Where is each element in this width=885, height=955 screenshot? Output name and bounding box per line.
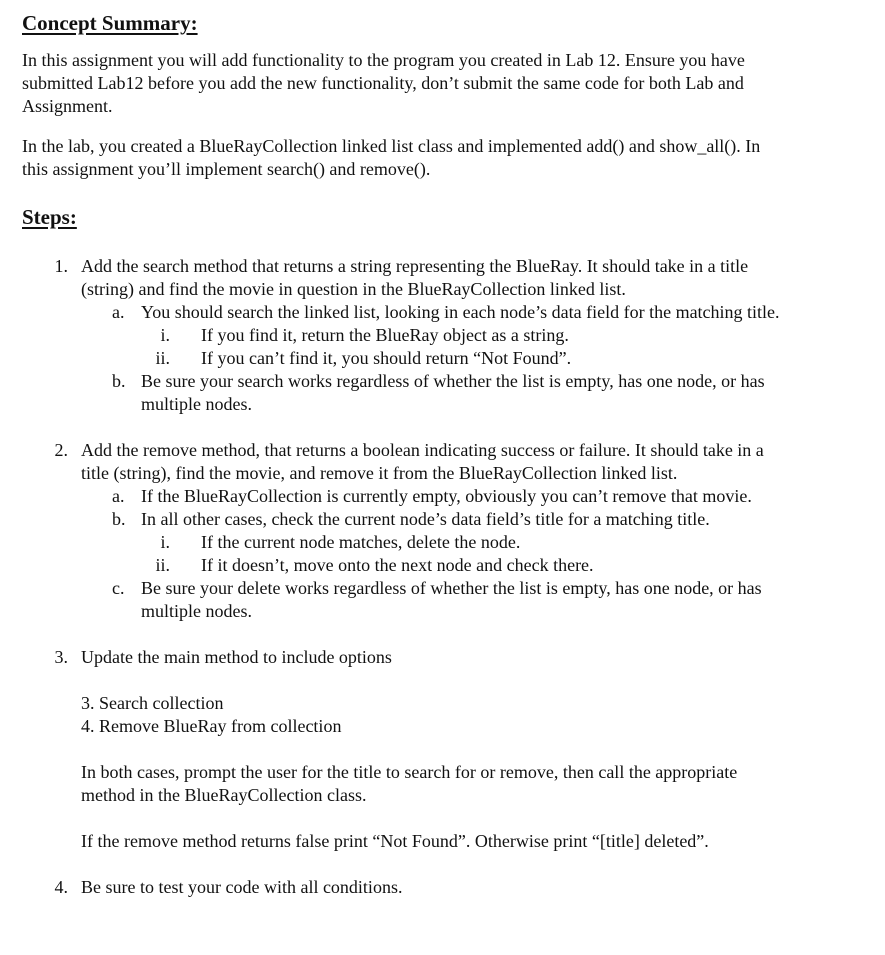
step-1a-ii-marker: ii.: [155, 348, 170, 368]
step-2-line-2: title (string), find the movie, and remove it from the BlueRayCollection linked list.: [81, 463, 678, 483]
step-2b-ii-marker: ii.: [155, 555, 170, 575]
step-1-number: 1.: [54, 256, 68, 276]
step-1a-text: You should search the linked list, looking in each node’s data field for the matching title.: [141, 302, 780, 322]
steps-heading: Steps:: [22, 205, 77, 229]
step-2b-ii-text: If it doesn’t, move onto the next node and check there.: [201, 555, 594, 575]
step-2a-marker: a.: [112, 486, 125, 506]
step-3-paragraph-1-line-1: In both cases, prompt the user for the title to search for or remove, then call the appropriate: [81, 762, 738, 782]
step-2b-i-marker: i.: [160, 532, 170, 552]
step-1a-ii-text: If you can’t find it, you should return “Not Found”.: [201, 348, 572, 368]
concept-paragraph-1-line-1: In this assignment you will add functionality to the program you created in Lab 12. Ensure you have: [22, 50, 745, 70]
concept-paragraph-1-line-2: submitted Lab12 before you add the new functionality, don’t submit the same code for both Lab and: [22, 73, 744, 93]
step-2c-line-1: Be sure your delete works regardless of whether the list is empty, has one node, or has: [141, 578, 762, 598]
step-2b-text: In all other cases, check the current node’s data field’s title for a matching title.: [141, 509, 710, 529]
step-1b-line-1: Be sure your search works regardless of whether the list is empty, has one node, or has: [141, 371, 765, 391]
step-2-line-1: Add the remove method, that returns a boolean indicating success or failure. It should take in a: [81, 440, 764, 460]
step-1a-marker: a.: [112, 302, 125, 322]
concept-summary-heading: Concept Summary:: [22, 11, 198, 35]
step-3-paragraph-1-line-2: method in the BlueRayCollection class.: [81, 785, 367, 805]
menu-option-remove: 4. Remove BlueRay from collection: [81, 716, 342, 736]
step-3-text: Update the main method to include options: [81, 647, 392, 667]
step-1a-i-text: If you find it, return the BlueRay object as a string.: [201, 325, 569, 345]
step-1-line-2: (string) and find the movie in question in the BlueRayCollection linked list.: [81, 279, 626, 299]
concept-paragraph-2-line-2: this assignment you’ll implement search() and remove().: [22, 159, 431, 179]
menu-option-search: 3. Search collection: [81, 693, 224, 713]
step-3-paragraph-2: If the remove method returns false print “Not Found”. Otherwise print “[title] deleted”.: [81, 831, 709, 851]
concept-paragraph-1-line-3: Assignment.: [22, 96, 113, 116]
step-3-number: 3.: [54, 647, 68, 667]
step-2b-marker: b.: [112, 509, 126, 529]
step-4-number: 4.: [54, 877, 68, 897]
step-4-text: Be sure to test your code with all conditions.: [81, 877, 403, 897]
step-2c-marker: c.: [112, 578, 125, 598]
step-2-number: 2.: [54, 440, 68, 460]
step-2c-line-2: multiple nodes.: [141, 601, 252, 621]
step-1-line-1: Add the search method that returns a string representing the BlueRay. It should take in a title: [81, 256, 749, 276]
step-2b-i-text: If the current node matches, delete the node.: [201, 532, 521, 552]
step-2a-text: If the BlueRayCollection is currently empty, obviously you can’t remove that movie.: [141, 486, 752, 506]
step-1a-i-marker: i.: [160, 325, 170, 345]
step-1b-line-2: multiple nodes.: [141, 394, 252, 414]
concept-paragraph-2-line-1: In the lab, you created a BlueRayCollection linked list class and implemented add() and show_all(). In: [22, 136, 761, 156]
step-1b-marker: b.: [112, 371, 126, 391]
